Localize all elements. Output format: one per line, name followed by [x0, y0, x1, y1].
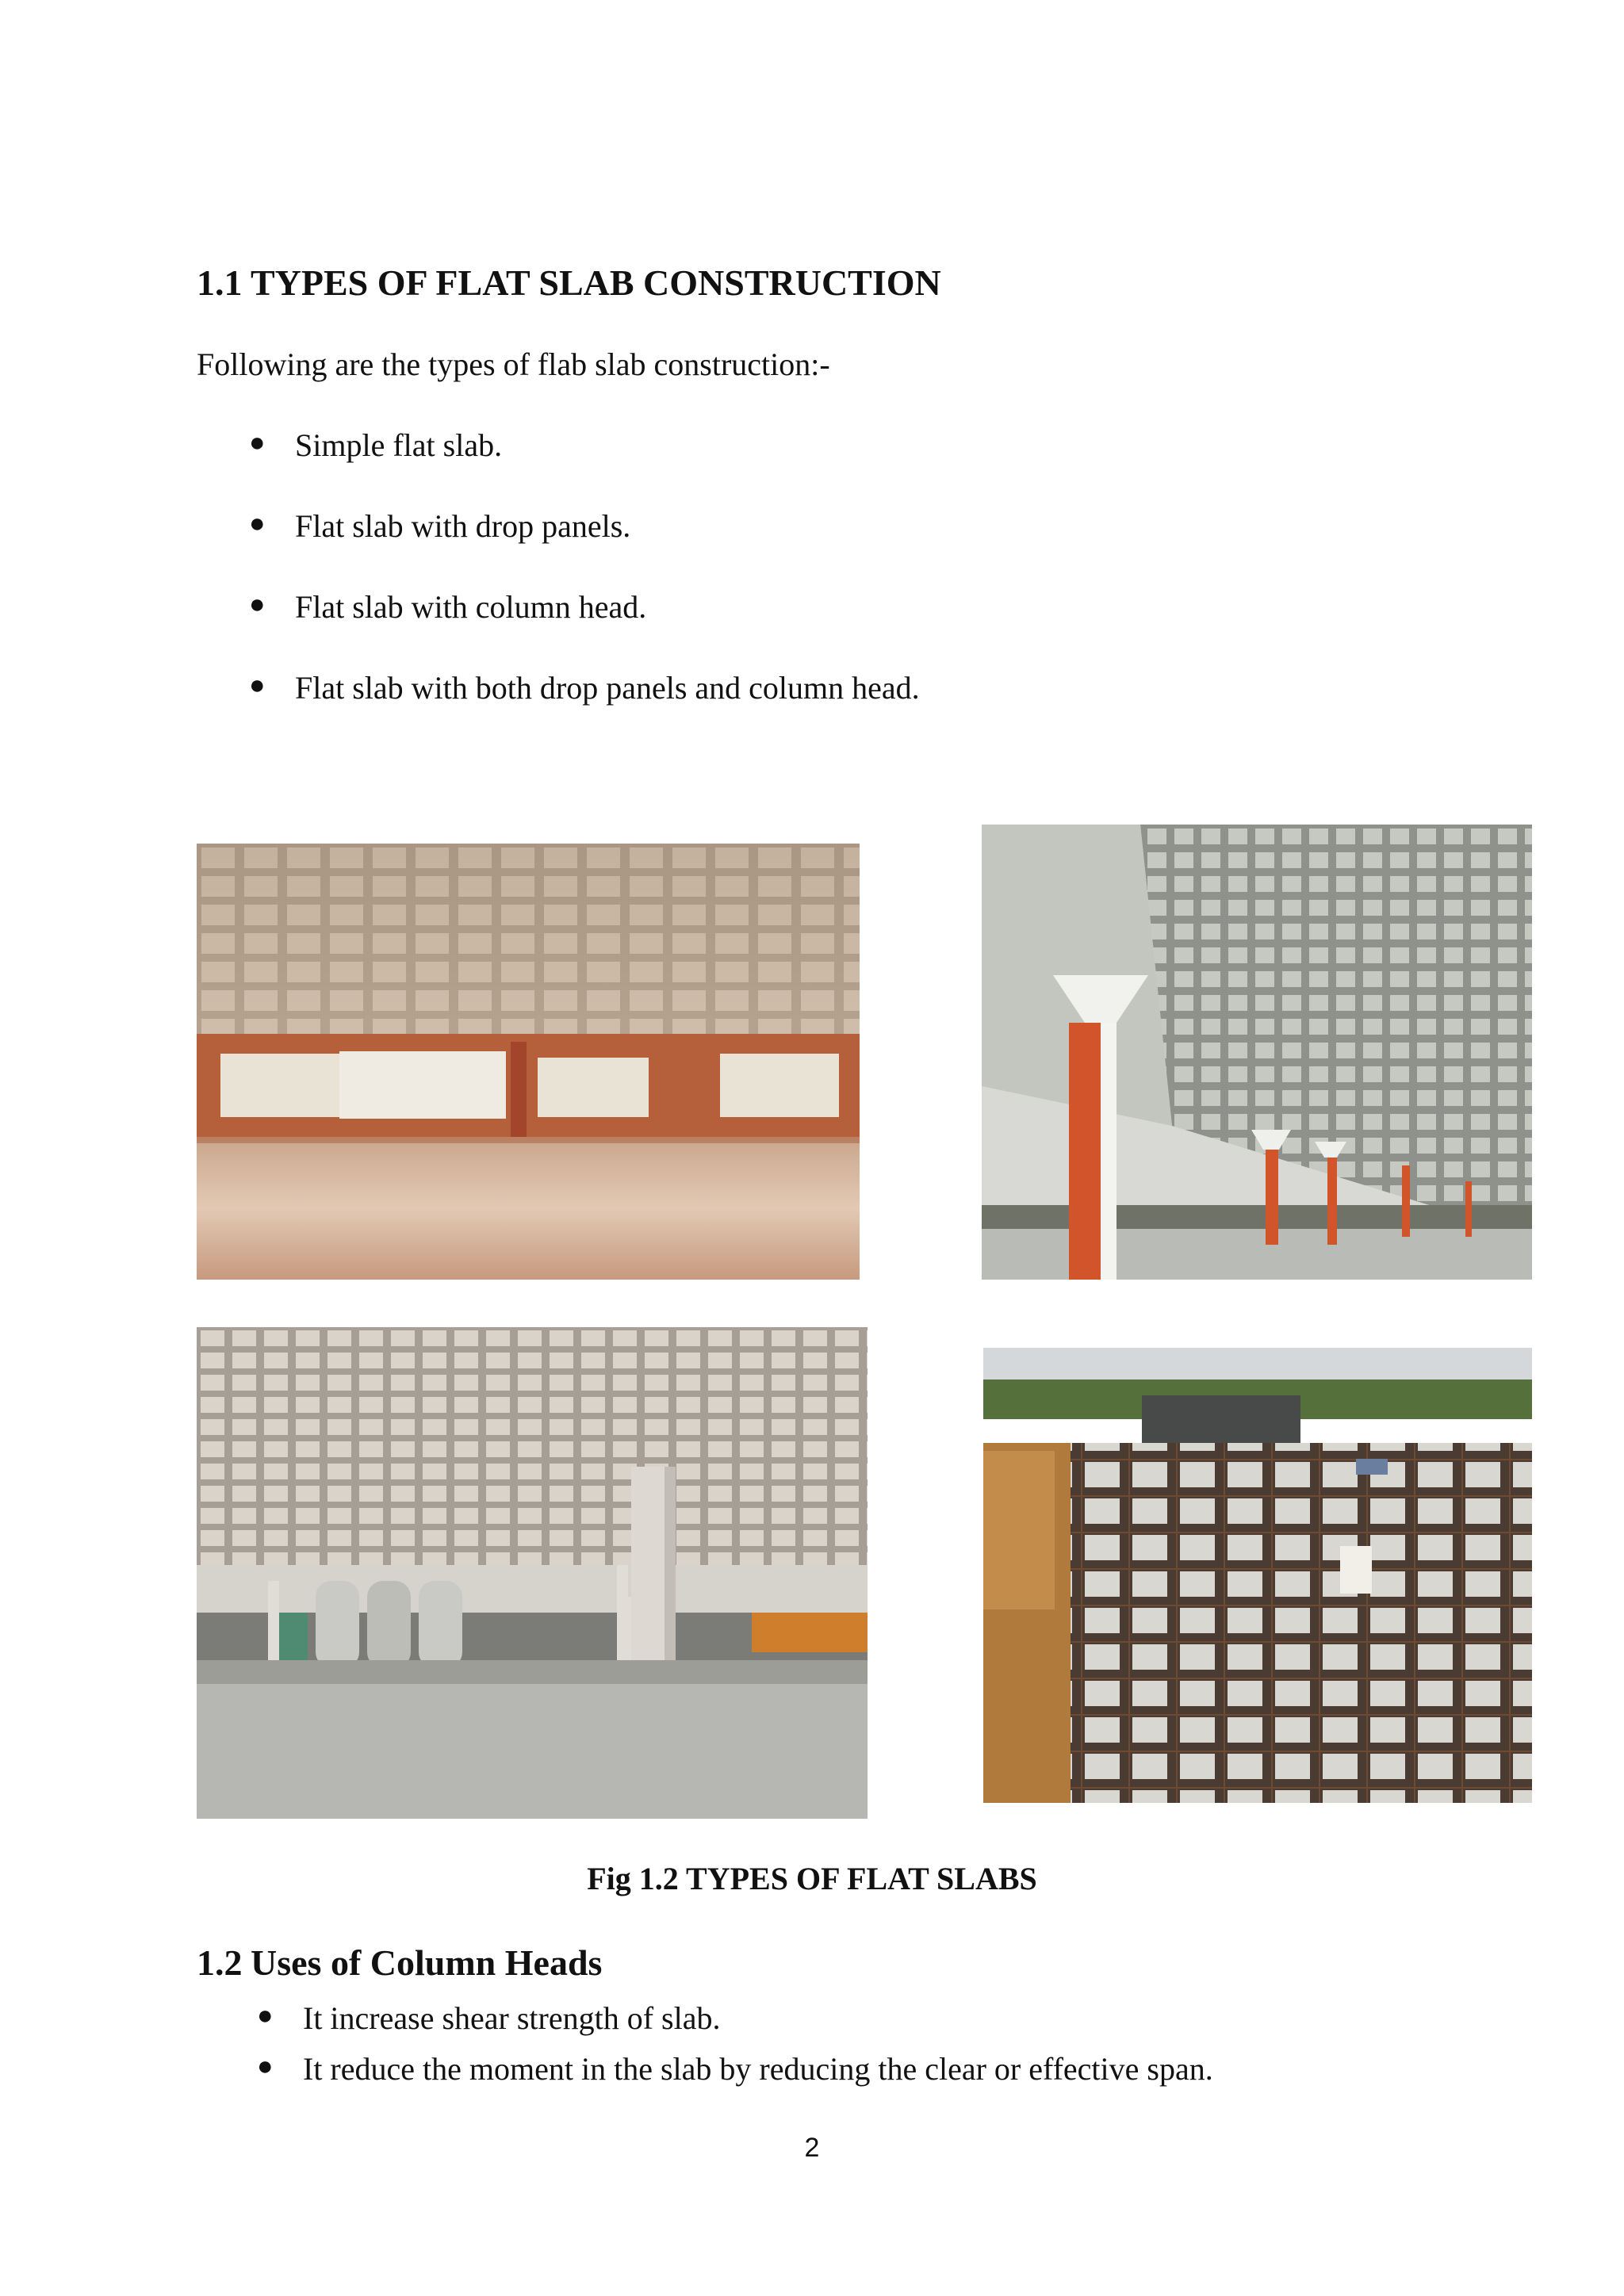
list-item [249, 427, 503, 463]
section-heading-1-2 [197, 1942, 603, 1983]
bullet-icon: ● [249, 509, 266, 538]
figure-caption: Fig 1.2 TYPES OF FLAT SLABS [587, 1861, 1037, 1896]
list-item [257, 2051, 1213, 2087]
list-item-text: Flat slab with column head. [295, 589, 647, 625]
intro-paragraph: Following are the types of flab slab construction:- [197, 346, 830, 382]
section-number: 1.1 [197, 262, 243, 303]
page-number: 2 [804, 2133, 820, 2163]
list-item-text: Flat slab with both drop panels and column head. [295, 670, 920, 706]
section-heading-1-1 [197, 262, 941, 303]
list-item-text: It reduce the moment in the slab by reducing the clear or effective span. [303, 2051, 1213, 2087]
list-item-text: Flat slab with drop panels. [295, 508, 631, 544]
section-title: Uses of Column Heads [251, 1942, 603, 1983]
bullet-icon: ● [249, 671, 266, 700]
list-item [249, 670, 920, 706]
photo-waffle-slab-interior [197, 844, 860, 1280]
bullet-icon: ● [257, 2052, 274, 2081]
bullet-icon: ● [249, 590, 266, 619]
photo-waffle-formwork-rebar [983, 1348, 1532, 1803]
section-number: 1.2 [197, 1942, 243, 1983]
list-item-text: It increase shear strength of slab. [303, 2000, 721, 2036]
section-title: TYPES OF FLAT SLAB CONSTRUCTION [251, 262, 941, 303]
list-item [249, 589, 647, 625]
list-item [249, 508, 631, 544]
bullet-icon: ● [257, 2001, 274, 2030]
bullet-icon: ● [249, 428, 266, 457]
photo-warehouse-waffle-slab [197, 1327, 868, 1819]
photo-column-heads-parking [982, 825, 1532, 1280]
list-item-text: Simple flat slab. [295, 427, 503, 463]
list-item [257, 2000, 721, 2036]
